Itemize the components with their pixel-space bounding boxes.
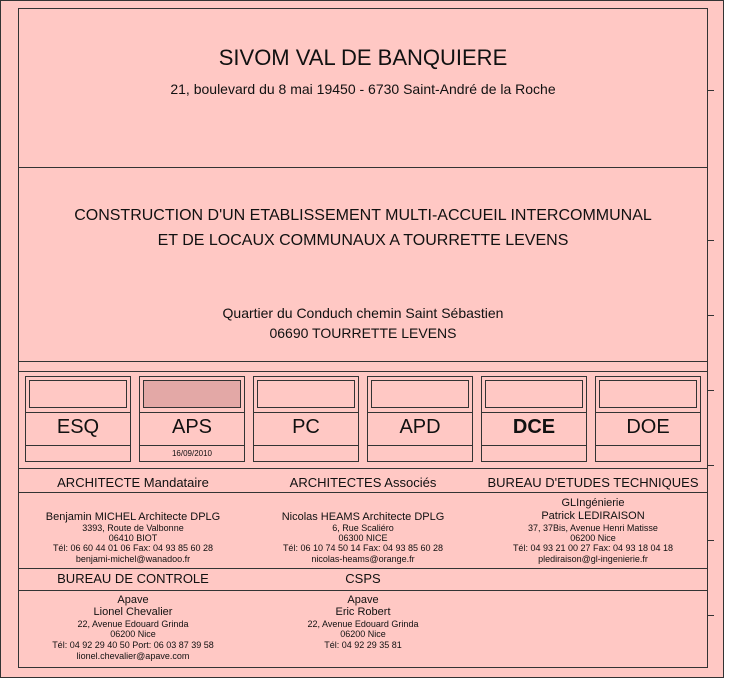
phase-check-box [371,380,469,408]
phase-label: APS [171,416,213,438]
phase-aps [139,376,245,462]
controle-header: BUREAU DE CONTROLE [57,571,209,586]
architecte-addr2: 06410 BIOT [108,533,158,543]
phase-check-box [599,380,697,408]
csps-tel: Tél: 04 92 29 35 81 [324,640,402,650]
architecte-email: benjami-michel@wanadoo.fr [75,554,191,564]
associe-email: nicolas-heams@orange.fr [311,554,415,564]
controle-contact-name: Lionel Chevalier [93,606,173,618]
phase-check-box [485,380,583,408]
divider [18,590,708,591]
phase-dce [481,376,587,462]
divider [18,492,708,493]
architecte-tel: Tél: 06 60 44 01 06 Fax: 04 93 85 60 28 [52,543,214,553]
phase-label: APD [399,416,441,438]
controle-company: Apave [117,594,149,606]
edge-tick [708,540,714,541]
phase-doe [595,376,701,462]
divider [18,568,708,569]
csps-addr2: 06200 Nice [340,629,386,639]
associes-header: ARCHITECTES Associés [289,475,437,490]
csps-contact-name: Eric Robert [335,606,391,618]
edge-tick [708,390,714,391]
bet-company: GLIngénierie [561,497,625,509]
bet-email: plediraison@gl-ingenierie.fr [538,554,648,564]
divider [18,167,708,168]
associe-tel: Tél: 06 10 74 50 14 Fax: 04 93 85 60 28 [282,543,444,553]
divider [18,361,708,362]
csps-header: CSPS [345,571,381,586]
bet-addr1: 37, 37Bis, Avenue Henri Matisse [528,523,658,533]
controle-email: lionel.chevalier@apave.com [76,651,190,661]
phase-esq [25,376,131,462]
edge-tick [708,315,714,316]
architecte-addr1: 3393, Route de Valbonne [82,523,184,533]
csps-company: Apave [347,594,379,606]
phase-pc [253,376,359,462]
phase-label: ESQ [56,416,100,438]
controle-tel: Tél: 04 92 29 40 50 Port: 06 03 87 39 58 [52,640,214,650]
project-title-line2: ET DE LOCAUX COMMUNAUX A TOURRETTE LEVENS [157,232,569,249]
divider [18,468,708,469]
associe-addr2: 06300 NICE [338,533,388,543]
phase-label: DCE [512,416,556,438]
phase-date: 16/09/2010 [171,449,213,458]
edge-tick [708,615,714,616]
site-address-line2: 06690 TOURRETTE LEVENS [269,325,457,341]
edge-tick [708,465,714,466]
phase-apd [367,376,473,462]
bet-tel: Tél: 04 93 21 00 27 Fax: 04 93 18 04 18 [512,543,674,553]
associe-addr1: 6, Rue Scaliéro [332,523,394,533]
bet-header: BUREAU D'ETUDES TECHNIQUES [487,475,699,490]
phase-label: PC [292,416,320,438]
phase-check-box [143,380,241,408]
controle-addr1: 22, Avenue Edouard Grinda [77,619,189,629]
phase-label: DOE [626,416,670,438]
client-name: SIVOM VAL DE BANQUIERE [218,45,508,70]
phase-check-box [257,380,355,408]
client-address: 21, boulevard du 8 mai 19450 - 6730 Saint-André de la Roche [170,81,556,97]
architecte-name: Benjamin MICHEL Architecte DPLG [45,511,221,523]
controle-addr2: 06200 Nice [110,629,156,639]
edge-tick [708,90,714,91]
project-title-line1: CONSTRUCTION D'UN ETABLISSEMENT MULTI-ACCUEIL INTERCOMMUNAL [74,207,652,224]
architecte-header: ARCHITECTE Mandataire [57,475,209,490]
bet-contact-name: Patrick LEDIRAISON [541,510,645,522]
edge-tick [708,240,714,241]
phase-check-box [29,380,127,408]
divider [18,371,708,372]
bet-addr2: 06200 Nice [570,533,616,543]
associe-name: Nicolas HEAMS Architecte DPLG [281,511,445,523]
site-address-line1: Quartier du Conduch chemin Saint Sébastien [222,305,504,321]
csps-addr1: 22, Avenue Edouard Grinda [307,619,419,629]
